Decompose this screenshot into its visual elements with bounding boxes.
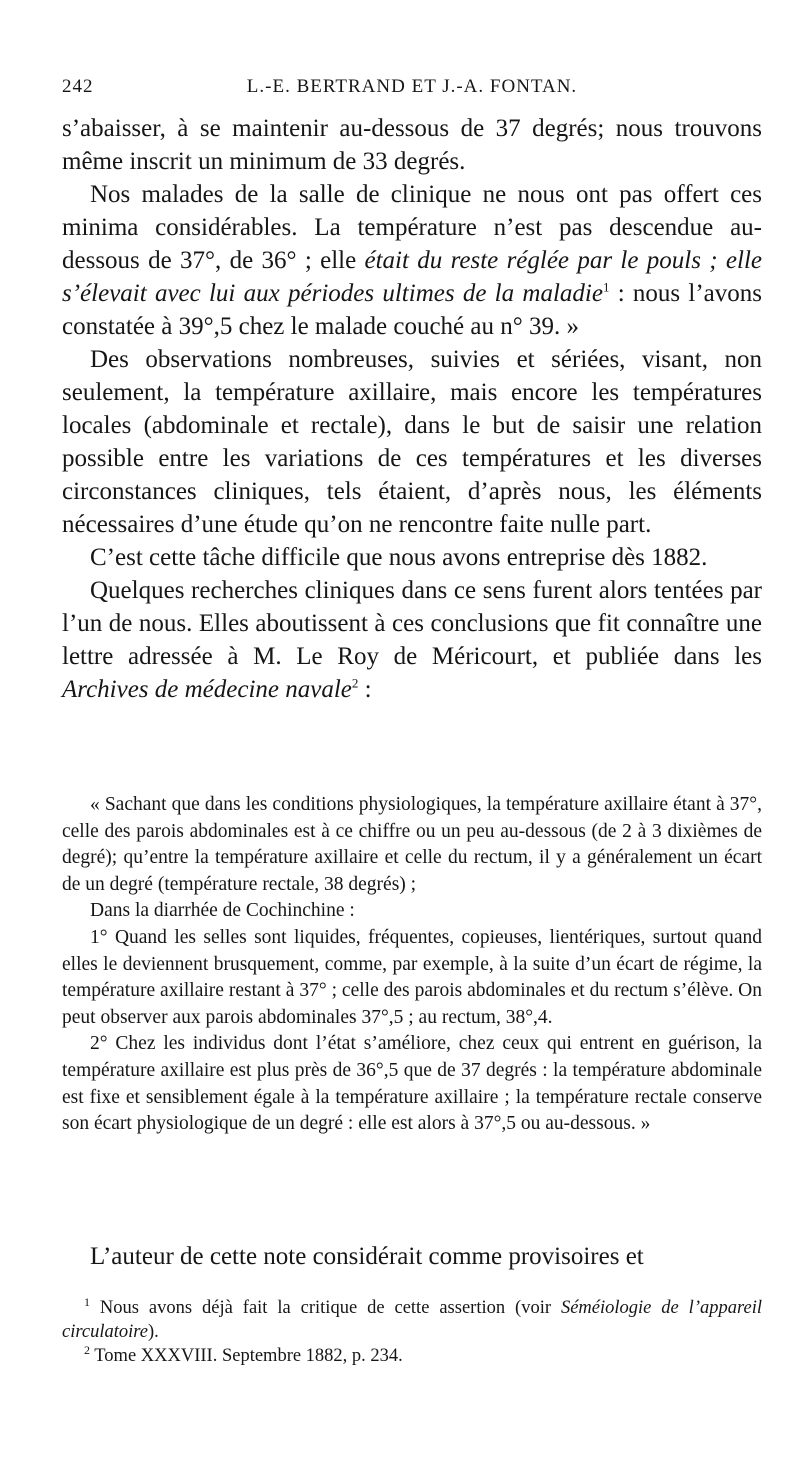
- paragraph: C’est cette tâche difficile que nous avons entreprise dès 1882.: [90, 544, 708, 571]
- text-run: Quelques recherches cliniques dans ce sens furent alors tentées par l’un de nous. Elles aboutissent à ces conclusions que fit connaître une lettre adressée à M. Le Roy de Méricourt, et publiée dans les: [62, 577, 762, 670]
- footnote-mark: 2: [84, 1342, 90, 1357]
- text-run: Nous avons déjà fait la critique de cette assertion (voir: [90, 1298, 561, 1318]
- text-run: : nous l’avons constatée à 39°,5 chez le malade couché au n° 39. »: [62, 280, 762, 340]
- paragraph: L’auteur de cette note considérait comme provisoires et: [90, 1243, 644, 1270]
- block-quote: [62, 792, 762, 1138]
- main-text: [62, 112, 762, 706]
- paragraph: [62, 178, 762, 343]
- page-number: 242: [62, 76, 94, 97]
- italic-text: Séméiologie de l’appareil circulatoire: [62, 1298, 762, 1342]
- text-run: Tome XXXVIII. Septembre 1882, p. 234.: [90, 1346, 403, 1366]
- quote-paragraph: 1° Quand les selles sont liquides, fréquentes, copieuses, lientériques, surtout quand elles le deviennent brusquement, comme, par exemple, à la suite d’un écart de régime, la température axillaire restant à 37° ; celle des parois abdominales et du rectum s’élève. On peut observer aux parois abdominales 37°,5 ; au rectum, 38°,4.: [62, 926, 762, 1028]
- quote-paragraph: 2° Chez les individus dont l’état s’améliore, chez ceux qui entrent en guérison, la température axillaire est plus près de 36°,5 que de 37 degrés : la température abdominale est fixe et sensiblement égale à la température axillaire ; la température rectale conserve son écart physiologique de un degré : elle est alors à 37°,5 ou au-dessous. »: [62, 1033, 762, 1135]
- text-run: Nos malades de la salle de clinique ne nous ont pas offert ces minima considérables. La température n’est pas descendue au-dessous de 37°, de 36° ; elle: [62, 181, 762, 274]
- italic-text: était du reste réglée par le pouls ; elle s’élevait avec lui aux périodes ultimes de la maladie: [62, 247, 762, 307]
- page-header: [62, 76, 762, 106]
- text-run: ).: [147, 1322, 159, 1342]
- paragraph: s’abaisser, à se maintenir au-dessous de 37 degrés; nous trouvons même inscrit un minimum de 33 degrés.: [62, 115, 762, 175]
- text-run: :: [358, 676, 372, 703]
- footnotes: [62, 1296, 762, 1368]
- paragraph: [62, 574, 762, 706]
- footnote-ref: 1: [602, 279, 610, 295]
- italic-text: Archives de médecine navale: [62, 676, 352, 703]
- footnote-mark: 1: [84, 1294, 90, 1309]
- footnote-ref: 2: [351, 675, 359, 691]
- footnote: [62, 1296, 762, 1344]
- quote-paragraph: « Sachant que dans les conditions physiologiques, la température axillaire étant à 37°, celle des parois abdominales est à ce chiffre ou un peu au-dessous (de 2 à 3 dixièmes de degré); qu’entre la température axillaire et celle du rectum, il y a généralement un écart de un degré (température rectale, 38 degrés) ;: [62, 794, 762, 895]
- paragraph: Des observations nombreuses, suivies et sériées, visant, non seulement, la température axillaire, mais encore les températures locales (abdominale et rectale), dans le but de saisir une relation possible entre les variations de ces températures et les diverses circonstances cliniques, tels étaient, d’après nous, les éléments nécessaires d’une étude qu’on ne rencontre faite nulle part.: [62, 346, 762, 538]
- quote-paragraph: Dans la diarrhée de Cochinchine :: [90, 900, 355, 922]
- running-title: L.-E. BERTRAND ET J.-A. FONTAN.: [246, 76, 578, 97]
- closing-line: [62, 1240, 762, 1273]
- footnote: [62, 1344, 762, 1368]
